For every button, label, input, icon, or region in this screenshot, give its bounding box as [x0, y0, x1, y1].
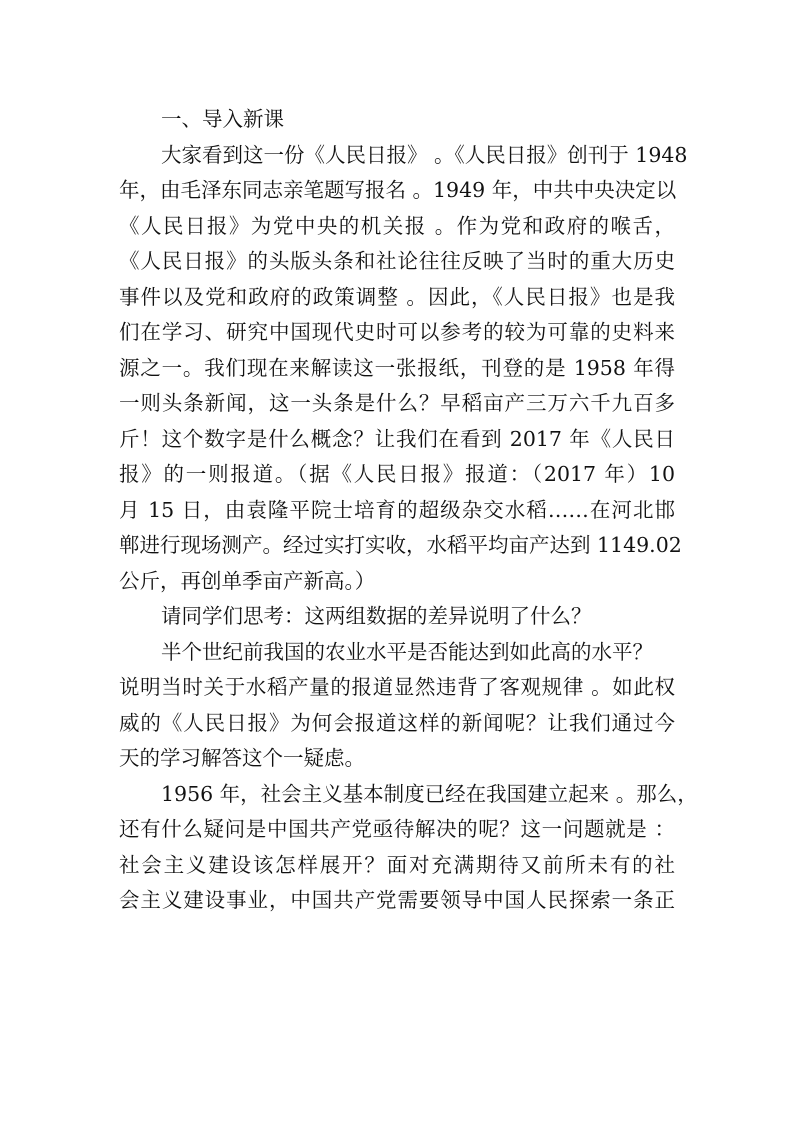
paragraph-line: 威的《人民日报》为何会报道这样的新闻呢？让我们通过今 — [119, 710, 675, 735]
paragraph-line: 一则头条新闻，这一头条是什么？早稻亩产三万六千九百多 — [119, 391, 675, 415]
paragraph-line: 1956 年，社会主义基本制度已经在我国建立起来 。那么， — [161, 781, 698, 806]
paragraph-line: 事件以及党和政府的政策调整 。因此，《人民日报》也是我 — [119, 284, 675, 309]
paragraph-line: 报》的一则报道。（据《人民日报》报道：（2017 年）10 — [119, 462, 675, 486]
paragraph-line: 年，由毛泽东同志亲笔题写报名 。1949 年，中共中央决定以 — [119, 178, 677, 202]
paragraph-line: 们在学习、研究中国现代史时可以参考的较为可靠的史料来 — [119, 320, 675, 344]
paragraph-line: 公斤，再创单季亩产新高。） — [119, 568, 376, 593]
paragraph-line: 社会主义建设该怎样展开？面对充满期待又前所未有的社 — [119, 852, 675, 877]
paragraph-line: 《人民日报》为党中央的机关报 。作为党和政府的喉舌， — [119, 213, 675, 238]
paragraph-line: 《人民日报》的头版头条和社论往往反映了当时的重大历史 — [119, 249, 675, 273]
paragraph-line: 斤！这个数字是什么概念？让我们在看到 2017 年《人民日 — [119, 426, 675, 451]
paragraph-line: 大家看到这一份《人民日报》 。《人民日报》创刊于 1948 — [161, 142, 688, 167]
paragraph-line: 月 15 日，由袁隆平院士培育的超级杂交水稻……在河北邯 — [119, 497, 675, 522]
paragraph-line: 半个世纪前我国的农业水平是否能达到如此高的水平？ — [161, 639, 653, 664]
paragraph-line: 郸进行现场测产。经过实打实收，水稻平均亩产达到 1149.02 — [119, 533, 682, 557]
paragraph-line: 源之一。我们现在来解读这一张报纸，刊登的是 1958 年得 — [119, 355, 675, 380]
section-heading: 一、导入新课 — [161, 107, 284, 131]
document-body — [119, 102, 698, 919]
paragraph-line: 说明当时关于水稻产量的报道显然违背了客观规律 。如此权 — [119, 675, 675, 699]
paragraph-line: 天的学习解答这个一疑虑。 — [119, 746, 365, 770]
paragraph-line: 请同学们思考：这两组数据的差异说明了什么？ — [161, 604, 592, 628]
paragraph-line: 会主义建设事业，中国共产党需要领导中国人民探索一条正 — [119, 888, 675, 912]
paragraph-line: 还有什么疑问是中国共产党亟待解决的呢？这一问题就是 ： — [119, 817, 675, 841]
